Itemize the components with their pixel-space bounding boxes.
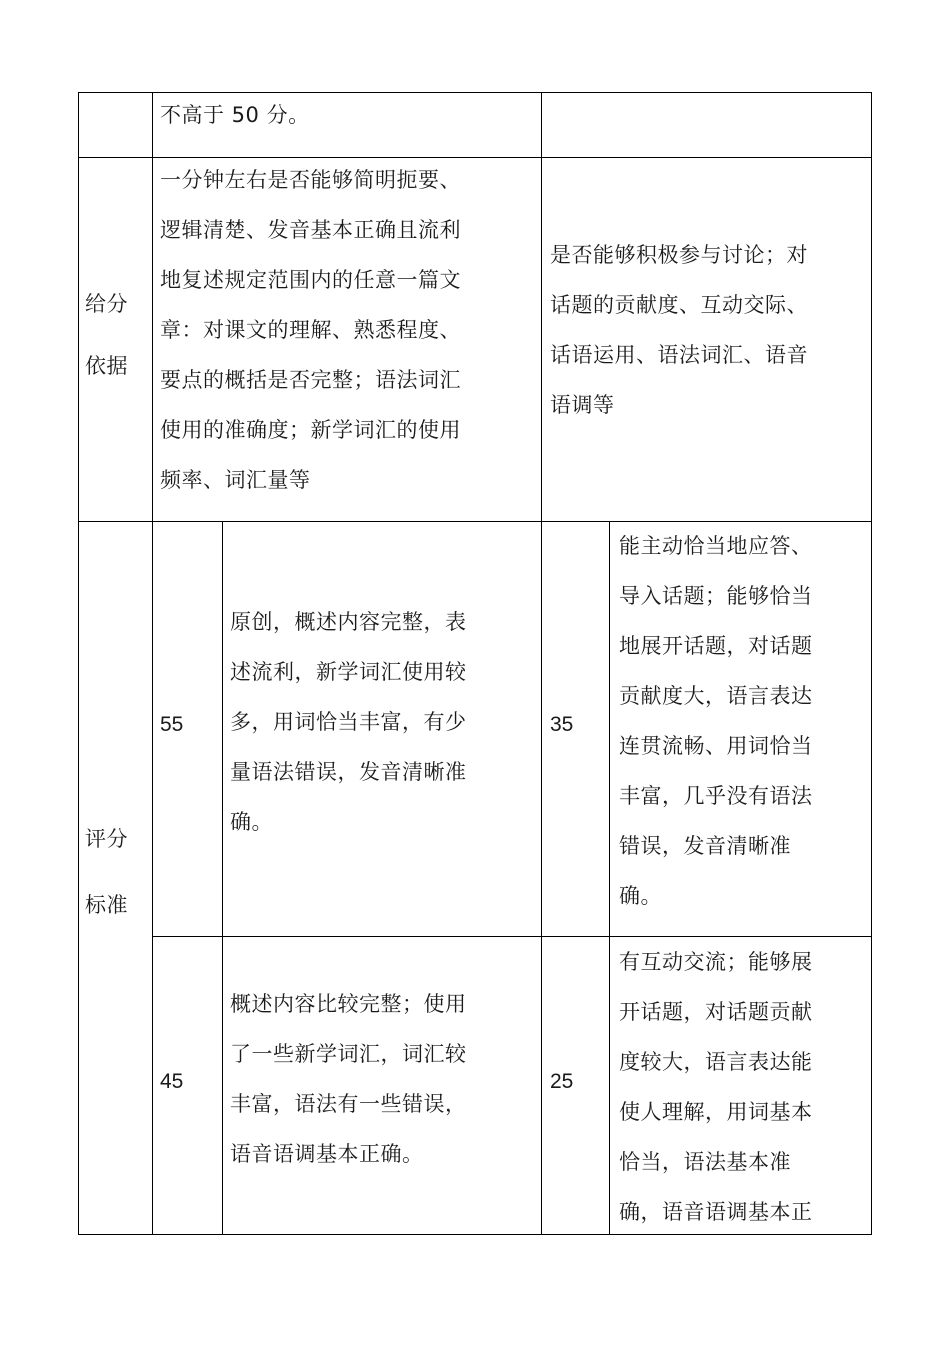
score-right-35: 35 (550, 713, 574, 736)
score-right-25: 25 (550, 1070, 574, 1093)
score-left-45: 45 (160, 1070, 184, 1093)
desc-left-45: 概述内容比较完整；使用 了一些新学词汇，词汇较 丰富，语法有一些错误， 语音语调基本正确。 (230, 992, 467, 1166)
criteria-label: 评分 标准 (85, 827, 128, 917)
column-divider (609, 521, 610, 1235)
row1-text: 不高于 50 分。 (160, 103, 310, 127)
score-left-55: 55 (160, 713, 184, 736)
basis-right-text: 是否能够积极参与讨论；对 话题的贡献度、互动交际、 话语运用、语法词汇、语音 语调等 (550, 243, 808, 417)
desc-right-35: 能主动恰当地应答、 导入话题；能够恰当 地展开话题，对话题 贡献度大，语言表达 连贯流畅、用词恰当 丰富，几乎没有语法 错误，发音清晰准 确。 (619, 534, 813, 908)
desc-right-25: 有互动交流；能够展 开话题，对话题贡献 度较大，语言表达能 使人理解，用词基本 恰当，语法基本准 确，语音语调基本正 (619, 950, 813, 1224)
desc-left-55: 原创，概述内容完整，表 述流利，新学词汇使用较 多，用词恰当丰富，有少 量语法错误，发音清晰准 确。 (230, 610, 467, 834)
basis-label: 给分 依据 (85, 292, 128, 378)
column-divider (541, 92, 542, 1235)
column-divider (222, 521, 223, 1235)
column-divider (152, 92, 153, 1235)
basis-left-text: 一分钟左右是否能够简明扼要、 逻辑清楚、发音基本正确且流利 地复述规定范围内的任意一篇文 章：对课文的理解、熟悉程度、 要点的概括是否完整；语法词汇 使用的准确度；新学词汇的使用 频率、词汇量等 (160, 168, 461, 492)
table-border-left (78, 92, 79, 1235)
table-border-right (871, 92, 872, 1235)
